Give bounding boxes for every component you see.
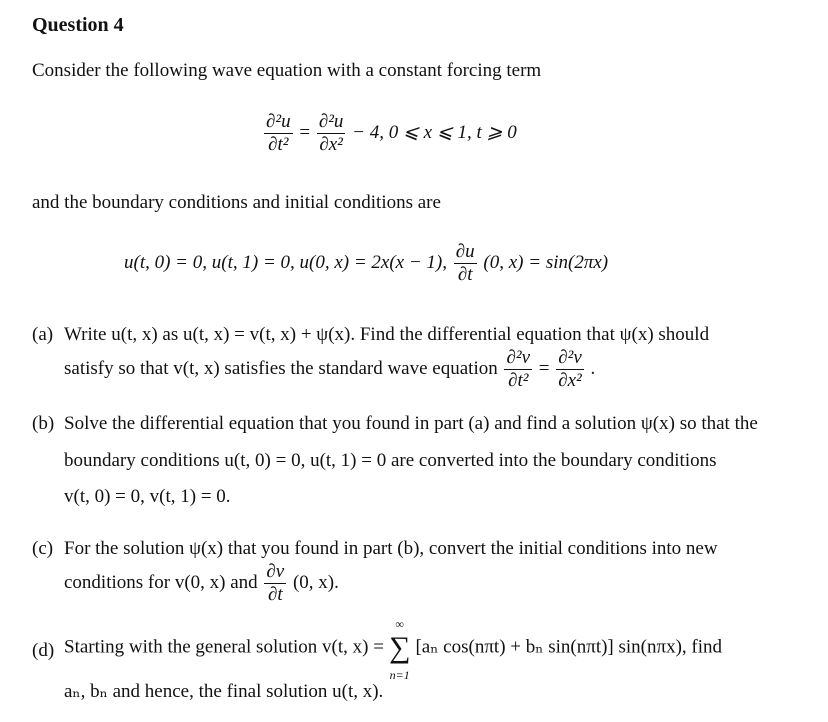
d2v-numerator-2: ∂²v: [558, 347, 582, 368]
part-a-line2-text: satisfy so that v(t, x) satisfies the standard wave equation: [64, 358, 498, 380]
rhs-numerator: ∂²u: [318, 111, 344, 132]
sum-upper-limit: ∞: [395, 617, 404, 631]
rhs-denominator: ∂x²: [319, 133, 343, 155]
part-b-line1: Solve the differential equation that you found in part (a) and find a solution ψ(x) so that the: [64, 413, 758, 434]
wave-equation: [262, 112, 517, 156]
equation-domain: − 4, 0 ⩽ x ⩽ 1, t ⩾ 0: [352, 122, 517, 144]
rhs-fraction: [317, 112, 346, 156]
part-a-label: (a): [32, 324, 54, 345]
part-d-line1-pre: Starting with the general solution v(t, x) =: [64, 636, 384, 658]
part-b-line3: v(t, 0) = 0, v(t, 1) = 0.: [64, 486, 231, 507]
dv-numerator: ∂v: [266, 561, 285, 582]
part-d-line1: [64, 617, 723, 682]
part-a-line2: [64, 348, 595, 392]
question-title: Question 4: [32, 14, 124, 36]
dv-dt-fraction: [264, 562, 286, 606]
part-a-equals: =: [538, 358, 550, 380]
du-dt-fraction: [454, 242, 477, 286]
d2v-numerator-1: ∂²v: [506, 347, 531, 368]
dt-denominator-c: ∂t: [267, 583, 283, 605]
dt2-denominator: ∂t²: [508, 369, 529, 391]
intro-text: Consider the following wave equation with a constant forcing term: [32, 60, 542, 81]
part-d-line1-post: [aₙ cos(nπt) + bₙ sin(nπt)] sin(nπx), find: [415, 636, 723, 658]
conditions-right: (0, x) = sin(2πx): [483, 252, 609, 274]
d2v-dx2-fraction: [556, 348, 584, 392]
part-d-line2: aₙ, bₙ and hence, the final solution u(t, x).: [64, 681, 384, 702]
dt-denominator: ∂t: [457, 263, 473, 285]
equals-sign: =: [299, 122, 311, 144]
part-c-end: (0, x).: [292, 572, 339, 594]
part-c-line1: For the solution ψ(x) that you found in part (b), convert the initial conditions into new: [64, 538, 718, 559]
part-b-label: (b): [32, 413, 55, 434]
lhs-fraction: [264, 112, 293, 156]
lhs-denominator: ∂t²: [268, 133, 289, 155]
boundary-initial-conditions: [124, 242, 608, 286]
conditions-left: u(t, 0) = 0, u(t, 1) = 0, u(0, x) = 2x(x − 1),: [124, 252, 448, 274]
dx2-denominator: ∂x²: [558, 369, 582, 391]
du-numerator: ∂u: [455, 241, 475, 262]
sum-lower-limit: n=1: [389, 668, 410, 682]
lhs-numerator: ∂²u: [266, 111, 291, 132]
d2v-dt2-fraction: [504, 348, 532, 392]
part-c-line2-text: conditions for v(0, x) and: [64, 572, 258, 594]
part-b-line2: boundary conditions u(t, 0) = 0, u(t, 1) = 0 are converted into the boundary conditions: [64, 450, 717, 471]
part-c-label: (c): [32, 538, 54, 559]
part-a-period: .: [590, 358, 596, 380]
summation: [389, 617, 411, 682]
bc-intro-text: and the boundary conditions and initial conditions are: [32, 192, 441, 213]
part-a-line1: Write u(t, x) as u(t, x) = v(t, x) + ψ(x). Find the differential equation that ψ(x) should: [64, 324, 710, 345]
part-c-line2: [64, 562, 339, 606]
sigma-symbol: ∑: [389, 631, 411, 664]
part-d-label: (d): [32, 640, 55, 661]
